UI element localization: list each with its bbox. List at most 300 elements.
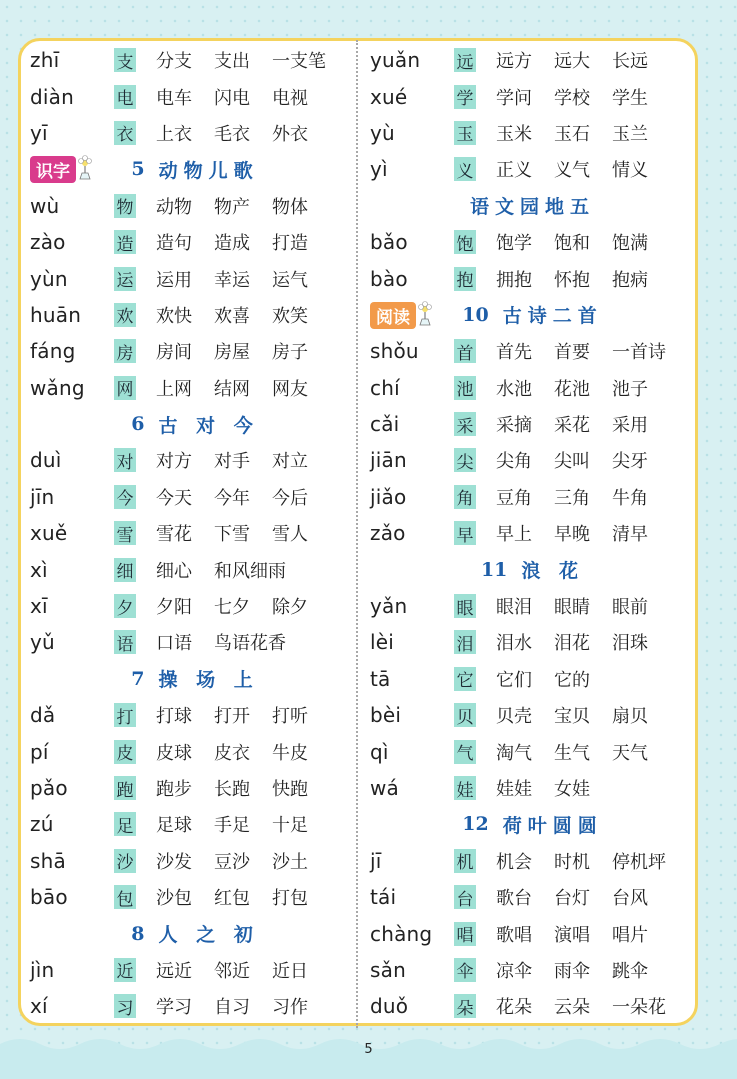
character-box: 雪	[114, 521, 136, 545]
character-box: 细	[114, 558, 136, 582]
pinyin: bào	[370, 266, 408, 291]
word-list	[496, 775, 612, 801]
word: 打球	[156, 706, 192, 728]
vocab-row	[30, 115, 360, 151]
word-list	[156, 739, 330, 765]
word: 宝贝	[554, 706, 590, 728]
word: 雪人	[272, 524, 308, 546]
word-list	[496, 120, 670, 146]
pinyin: zú	[30, 812, 54, 837]
vocab-row	[370, 78, 695, 114]
character-box: 物	[114, 194, 136, 218]
word-list	[156, 120, 330, 146]
section-heading	[370, 188, 695, 224]
word: 台灯	[554, 888, 590, 910]
word-list	[496, 266, 670, 292]
word: 歌台	[496, 888, 532, 910]
word: 对方	[156, 451, 192, 473]
word: 口语	[156, 633, 192, 655]
word: 清早	[612, 524, 648, 546]
character-box: 习	[114, 994, 136, 1018]
word-list	[496, 702, 670, 728]
word: 远近	[156, 960, 192, 982]
pinyin: xī	[30, 594, 48, 619]
vocab-row	[370, 479, 695, 515]
pinyin: zhī	[30, 48, 60, 73]
word-list	[156, 447, 330, 473]
word: 雨伞	[554, 960, 590, 982]
word: 台风	[612, 888, 648, 910]
vocab-row	[30, 733, 360, 769]
word: 电车	[156, 87, 192, 109]
character-box: 足	[114, 812, 136, 836]
word: 远大	[554, 51, 590, 73]
character-box: 造	[114, 230, 136, 254]
pinyin: duǒ	[370, 994, 409, 1019]
vocab-row	[370, 442, 695, 478]
character-box: 朵	[454, 994, 476, 1018]
word-list	[156, 629, 308, 655]
word: 泪水	[496, 633, 532, 655]
character-box: 它	[454, 667, 476, 691]
word: 怀抱	[554, 269, 590, 291]
word-list	[156, 811, 330, 837]
pinyin: xì	[30, 557, 48, 582]
section-heading	[30, 915, 360, 951]
word: 除夕	[272, 597, 308, 619]
word-list	[156, 375, 330, 401]
word: 采花	[554, 415, 590, 437]
word: 一支笔	[272, 51, 326, 73]
word-list	[156, 484, 330, 510]
page-number: 5	[364, 1042, 373, 1057]
word-list	[496, 921, 670, 947]
vocab-row	[370, 733, 695, 769]
word: 泪珠	[612, 633, 648, 655]
pinyin: pǎo	[30, 776, 68, 800]
word: 电视	[272, 87, 308, 109]
vocab-row	[370, 624, 695, 660]
word: 抱病	[612, 269, 648, 291]
word: 欢笑	[272, 305, 308, 327]
word: 今年	[214, 487, 250, 509]
lesson-title: 人 之 初	[158, 924, 259, 947]
word: 采用	[612, 415, 648, 437]
word: 贝壳	[496, 706, 532, 728]
vocab-row	[30, 843, 360, 879]
word: 打开	[214, 706, 250, 728]
character-box: 首	[454, 339, 476, 363]
word: 今后	[272, 487, 308, 509]
vocab-row	[30, 806, 360, 842]
character-box: 学	[454, 85, 476, 109]
vocab-row	[30, 224, 360, 260]
character-box: 夕	[114, 594, 136, 618]
vocab-row	[30, 952, 360, 988]
vocab-row	[30, 988, 360, 1024]
pinyin: cǎi	[370, 412, 400, 437]
word-list	[496, 739, 670, 765]
lesson-title: 浪 花	[521, 560, 585, 583]
word-list	[156, 84, 330, 110]
word: 分支	[156, 51, 192, 73]
word-list	[156, 47, 348, 73]
character-box: 房	[114, 339, 136, 363]
character-box: 唱	[454, 922, 476, 946]
flower-icon	[414, 301, 436, 327]
lesson-number: 7	[131, 667, 145, 690]
word-list	[156, 848, 330, 874]
word-list	[496, 484, 670, 510]
pinyin: jīn	[30, 484, 55, 509]
flower-icon	[74, 155, 96, 181]
word-list	[496, 957, 670, 983]
pinyin: fáng	[30, 339, 76, 364]
pinyin: tái	[370, 885, 397, 910]
pinyin: yì	[370, 157, 388, 182]
word: 尖叫	[554, 451, 590, 473]
word-list	[496, 629, 670, 655]
word: 一朵花	[612, 997, 666, 1019]
word-list	[496, 375, 670, 401]
word: 皮衣	[214, 742, 250, 764]
word: 玉石	[554, 123, 590, 145]
word: 打包	[272, 888, 308, 910]
word-list	[496, 229, 670, 255]
word-list	[496, 447, 670, 473]
word: 皮球	[156, 742, 192, 764]
vocab-row	[370, 770, 695, 806]
vocab-row	[30, 479, 360, 515]
vocab-row	[370, 952, 695, 988]
word: 邻近	[214, 960, 250, 982]
word: 首要	[554, 342, 590, 364]
word: 远方	[496, 51, 532, 73]
word: 沙包	[156, 888, 192, 910]
word: 牛角	[612, 487, 648, 509]
vocab-row	[370, 843, 695, 879]
vocab-row	[370, 879, 695, 915]
word: 下雪	[214, 524, 250, 546]
vocab-row	[30, 370, 360, 406]
lesson-number: 12	[462, 813, 489, 836]
word: 手足	[214, 815, 250, 837]
pinyin: lèi	[370, 630, 395, 655]
pinyin: bāo	[30, 885, 68, 910]
section-heading	[370, 551, 695, 587]
character-box: 饱	[454, 230, 476, 254]
vocab-row	[370, 260, 695, 296]
word: 女娃	[554, 779, 590, 800]
word: 早上	[496, 524, 532, 546]
section-heading	[370, 806, 695, 842]
character-box: 今	[114, 485, 136, 509]
lesson-type-badge: 阅读	[370, 302, 416, 329]
pinyin: chí	[370, 375, 400, 400]
character-box: 运	[114, 267, 136, 291]
word: 沙发	[156, 851, 192, 873]
word: 跑步	[156, 779, 192, 800]
word: 学生	[612, 87, 648, 109]
word-list	[156, 775, 330, 801]
vocab-row	[30, 333, 360, 369]
character-box: 眼	[454, 594, 476, 618]
word: 淘气	[496, 742, 532, 764]
word-list	[496, 411, 670, 437]
left-column	[30, 42, 360, 1025]
lesson-title: 操 场 上	[158, 669, 259, 692]
word: 凉伞	[496, 960, 532, 982]
pinyin: dǎ	[30, 703, 56, 728]
character-box: 气	[454, 740, 476, 764]
character-box: 包	[114, 885, 136, 909]
character-box: 沙	[114, 849, 136, 873]
character-box: 对	[114, 448, 136, 472]
vocab-row	[30, 551, 360, 587]
word: 足球	[156, 815, 192, 837]
vocab-row	[370, 115, 695, 151]
word-list	[156, 702, 330, 728]
pinyin: wù	[30, 193, 60, 218]
word: 长远	[612, 51, 648, 73]
pinyin: yǔ	[30, 630, 55, 655]
pinyin: xí	[30, 994, 48, 1019]
pinyin: qì	[370, 739, 389, 764]
vocab-row	[30, 188, 360, 224]
character-box: 远	[454, 48, 476, 72]
word: 十足	[272, 815, 308, 837]
word: 造句	[156, 233, 192, 255]
word: 鸟语花香	[214, 633, 286, 655]
word: 房间	[156, 342, 192, 364]
lesson-title: 古诗二首	[502, 305, 603, 328]
word-list	[496, 993, 688, 1019]
word-list	[156, 193, 330, 219]
pinyin: jī	[370, 848, 382, 873]
character-box: 支	[114, 48, 136, 72]
character-box: 语	[114, 630, 136, 654]
vocab-row	[370, 370, 695, 406]
word: 它的	[554, 669, 590, 691]
section-heading	[30, 406, 360, 442]
section-heading	[30, 151, 360, 187]
word: 运用	[156, 269, 192, 291]
pinyin: jiān	[370, 448, 407, 473]
character-box: 电	[114, 85, 136, 109]
pinyin: duì	[30, 448, 62, 473]
word: 池子	[612, 378, 648, 400]
word: 长跑	[214, 779, 250, 800]
word: 习作	[272, 997, 308, 1019]
word: 幸运	[214, 269, 250, 291]
word: 采摘	[496, 415, 532, 437]
character-box: 皮	[114, 740, 136, 764]
word: 演唱	[554, 924, 590, 946]
pinyin: diàn	[30, 84, 74, 109]
word: 造成	[214, 233, 250, 255]
word-list	[156, 884, 330, 910]
word: 唱片	[612, 924, 648, 946]
pinyin: sǎn	[370, 957, 406, 982]
word: 饱和	[554, 233, 590, 255]
word: 牛皮	[272, 742, 308, 764]
vocab-row	[30, 78, 360, 114]
vocab-row	[30, 442, 360, 478]
pinyin: yī	[30, 120, 48, 145]
character-box: 尖	[454, 448, 476, 472]
lesson-number: 6	[131, 413, 145, 436]
character-box: 跑	[114, 776, 136, 800]
word: 结网	[214, 378, 250, 400]
word: 一首诗	[612, 342, 666, 364]
word: 夕阳	[156, 597, 192, 619]
word-list	[156, 302, 330, 328]
word: 和风细雨	[214, 560, 286, 582]
word: 闪电	[214, 87, 250, 109]
character-box: 娃	[454, 776, 476, 800]
word-list	[156, 266, 330, 292]
word: 生气	[554, 742, 590, 764]
character-box: 欢	[114, 303, 136, 327]
word-list	[156, 520, 330, 546]
word: 自习	[214, 997, 250, 1019]
word: 对手	[214, 451, 250, 473]
word: 运气	[272, 269, 308, 291]
word: 停机坪	[612, 851, 666, 873]
word: 首先	[496, 342, 532, 364]
pinyin: pí	[30, 739, 49, 764]
word: 情义	[612, 160, 648, 182]
vocab-row	[370, 515, 695, 551]
lesson-type-badge: 识字	[30, 156, 76, 183]
vocab-row	[30, 770, 360, 806]
character-box: 玉	[454, 121, 476, 145]
word-list	[496, 666, 612, 692]
word: 学习	[156, 997, 192, 1019]
word-list	[496, 338, 688, 364]
vocab-row	[30, 297, 360, 333]
word: 眼前	[612, 597, 648, 619]
word: 物体	[272, 196, 308, 218]
word: 上衣	[156, 123, 192, 145]
section-heading	[370, 297, 695, 333]
pinyin: xué	[370, 84, 408, 109]
word: 义气	[554, 160, 590, 182]
vocab-row	[370, 588, 695, 624]
word: 快跑	[272, 779, 308, 800]
word: 云朵	[554, 997, 590, 1019]
character-box: 贝	[454, 703, 476, 727]
word: 玉兰	[612, 123, 648, 145]
vocab-row	[370, 988, 695, 1024]
word: 上网	[156, 378, 192, 400]
pinyin: wǎng	[30, 375, 85, 400]
vocab-row	[30, 697, 360, 733]
word: 近日	[272, 960, 308, 982]
word: 打听	[272, 706, 308, 728]
word-list	[156, 993, 330, 1019]
word: 泪花	[554, 633, 590, 655]
character-box: 抱	[454, 267, 476, 291]
lesson-number: 8	[131, 922, 145, 945]
vocab-row	[370, 151, 695, 187]
word: 它们	[496, 669, 532, 691]
word: 歌唱	[496, 924, 532, 946]
pinyin: jiǎo	[370, 484, 407, 509]
word: 网友	[272, 378, 308, 400]
vocab-row	[370, 406, 695, 442]
word: 早晚	[554, 524, 590, 546]
word-list	[156, 593, 330, 619]
pinyin: xuě	[30, 521, 68, 546]
lesson-number: 11	[480, 558, 508, 581]
vocab-row	[30, 879, 360, 915]
word: 眼睛	[554, 597, 590, 619]
word: 动物	[156, 196, 192, 218]
word: 房屋	[214, 342, 250, 364]
word: 娃娃	[496, 779, 532, 800]
vocab-row	[30, 624, 360, 660]
pinyin: wá	[370, 776, 400, 800]
word: 跳伞	[612, 960, 648, 982]
word-list	[156, 557, 308, 583]
character-box: 打	[114, 703, 136, 727]
word: 花池	[554, 378, 590, 400]
word-list	[156, 957, 330, 983]
vocab-row	[30, 42, 360, 78]
word-list	[496, 156, 670, 182]
word: 豆沙	[214, 851, 250, 873]
pinyin: shǒu	[370, 339, 419, 364]
pinyin: zǎo	[370, 521, 406, 546]
vocab-row	[370, 333, 695, 369]
word: 水池	[496, 378, 532, 400]
word: 今天	[156, 487, 192, 509]
word: 沙土	[272, 851, 308, 873]
word: 拥抱	[496, 269, 532, 291]
character-box: 伞	[454, 958, 476, 982]
word: 豆角	[496, 487, 532, 509]
word: 学问	[496, 87, 532, 109]
vocab-row	[370, 42, 695, 78]
character-box: 机	[454, 849, 476, 873]
pinyin: zào	[30, 230, 66, 255]
pinyin: yùn	[30, 266, 68, 291]
lesson-number: 10	[462, 303, 489, 326]
word-list	[496, 593, 670, 619]
vocab-row	[370, 915, 695, 951]
character-box: 网	[114, 376, 136, 400]
word: 饱满	[612, 233, 648, 255]
word: 眼泪	[496, 597, 532, 619]
character-box: 早	[454, 521, 476, 545]
character-box: 泪	[454, 630, 476, 654]
character-box: 义	[454, 157, 476, 181]
vocab-row	[370, 224, 695, 260]
word: 房子	[272, 342, 308, 364]
word: 花朵	[496, 997, 532, 1019]
pinyin: chàng	[370, 921, 433, 946]
word-list	[496, 520, 670, 546]
word: 玉米	[496, 123, 532, 145]
lesson-title: 动物儿歌	[158, 159, 259, 182]
vocab-row	[30, 588, 360, 624]
pinyin: jìn	[30, 957, 55, 982]
pinyin: yǎn	[370, 594, 408, 619]
word: 打造	[272, 233, 308, 255]
character-box: 采	[454, 412, 476, 436]
lesson-title: 荷叶圆圆	[502, 814, 603, 837]
